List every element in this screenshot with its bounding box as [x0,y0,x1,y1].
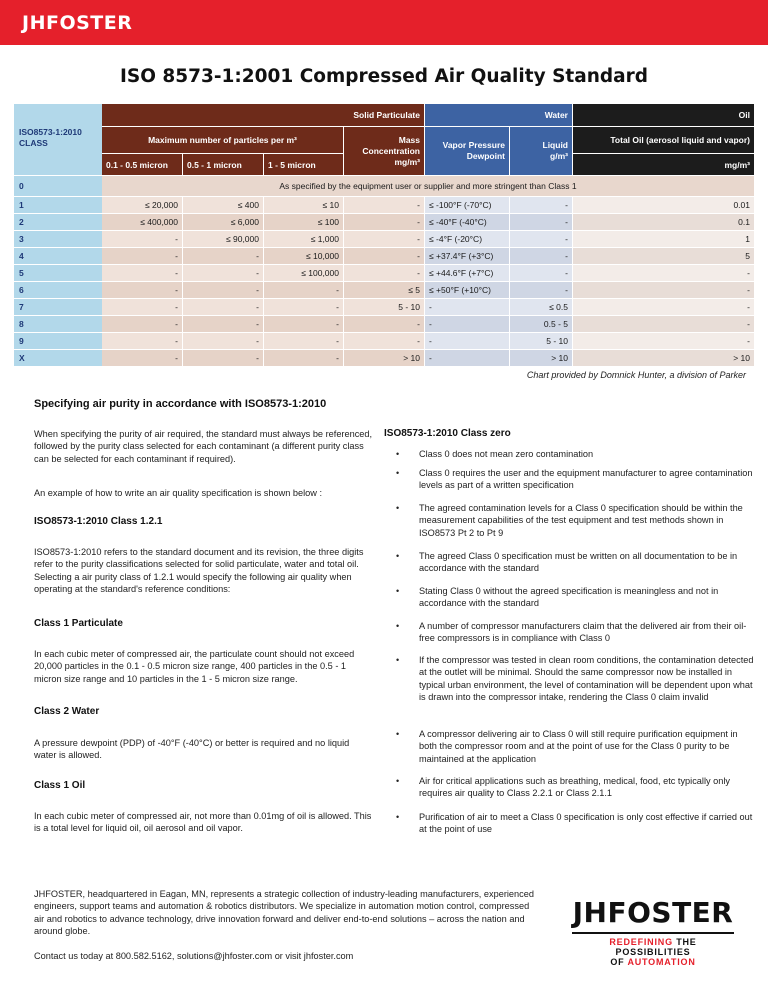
table-cell-p2: - [183,282,263,298]
class-cell: X [14,350,102,366]
bullet-icon: • [396,449,400,459]
size-header-2: 0.5 - 1 micron [183,154,263,175]
class-cell: 4 [14,248,102,264]
table-cell-p2: - [183,248,263,264]
table-cell-vapor: ≤ -40°F (-40°C) [425,214,509,230]
table-cell-liquid: 0.5 - 5 [510,316,572,332]
bullet-text: Air for critical applications such as breathing, medical, food, etc typically only requires air quality to Class 2.2.1 or Class 2.1.1 [419,776,730,799]
bullet-item [384,467,754,492]
table-cell-p1: - [102,265,182,281]
bullet-item [384,585,754,610]
page-title: ISO 8573-1:2001 Compressed Air Quality Standard [119,66,649,87]
table-cell-p3: - [264,316,343,332]
table-cell-oil: 0.01 [573,197,754,213]
bullet-text: Class 0 requires the user and the equipment manufacturer to agree contamination levels as part of a written specification [419,468,753,491]
bullet-item [384,448,754,460]
left-paragraph-6: In each cubic meter of compressed air, not more than 0.01mg of oil is allowed. This is a total level for liquid oil, oil aerosol and oil vapor. [34,811,372,834]
table-cell-liquid: - [510,214,572,230]
header-logo: JHFOSTER [22,12,133,34]
footer-about: JHFOSTER, headquartered in Eagan, MN, represents a strategic collection of industry-leading manufacturers, experienced engineers, support teams and automation & robotics distributors. We specialize in automation motion control, compressed air and robotics to advance technology, drive innovation forward and deliver end-to-end solutions – across the nation and around globe. [34,889,534,937]
table-cell-p3: ≤ 100,000 [264,265,343,281]
bullet-text: A compressor delivering air to Class 0 will still require purification equipment in both the compressor room and at the point of use for the Class 0 purity to be maintained at the application [419,729,738,764]
bullet-item [384,620,754,645]
particulate-heading: Class 1 Particulate [34,618,123,629]
class-121-heading: ISO8573-1:2010 Class 1.2.1 [34,516,163,527]
bullet-icon: • [396,812,400,822]
footer-logo: JHFOSTER [572,896,734,929]
table-cell-p1: - [102,231,182,247]
bullet-icon: • [396,503,400,513]
table-cell-oil: > 10 [573,350,754,366]
table-cell-mass: - [344,316,424,332]
oil-unit-header: mg/m³ [573,154,754,175]
table-cell-liquid: 5 - 10 [510,333,572,349]
class-cell: 6 [14,282,102,298]
left-paragraph-1: When specifying the purity of air required, the standard must always be referenced, followed by the purity class selected for each contaminant (a different purity class can be selected for each contaminant if required). [34,429,373,464]
class-cell: 0 [14,176,102,196]
table-cell-liquid: - [510,231,572,247]
right-heading: ISO8573-1:2010 Class zero [384,428,511,439]
table-cell-p1: ≤ 20,000 [102,197,182,213]
class-cell: 2 [14,214,102,230]
table-cell-p3: ≤ 10 [264,197,343,213]
bullet-text: Class 0 does not mean zero contamination [419,449,594,459]
table-cell-p1: - [102,282,182,298]
bullet-text: If the compressor was tested in clean room conditions, the contamination detected at the outlet will be minimal. Should the same compressor now be installed in typical urban environment, the level of contamination will be dependent upon what is drawn into the compressor intake, rendering the Class 0 claim invalid [419,655,754,703]
tagline-red-2: AUTOMATION [627,957,696,967]
table-cell-p1: - [102,248,182,264]
table-cell-mass: ≤ 5 [344,282,424,298]
brand-tagline-2 [572,957,734,967]
table-cell-p2: - [183,265,263,281]
table-cell-vapor: ≤ +44.6°F (+7°C) [425,265,509,281]
class-cell: 3 [14,231,102,247]
table-cell-p1: - [102,316,182,332]
top-banner [0,0,768,45]
table-cell-mass: - [344,231,424,247]
table-cell-liquid: - [510,197,572,213]
table-cell-vapor: ≤ +37.4°F (+3°C) [425,248,509,264]
bullet-icon: • [396,655,400,665]
table-cell-p2: - [183,333,263,349]
bullet-text: Purification of air to meet a Class 0 specification is only cost effective if carried out at the point of use [419,812,753,835]
table-cell-p1: ≤ 400,000 [102,214,182,230]
size-header-1: 0.1 - 0.5 micron [102,154,182,175]
table-cell-p3: - [264,350,343,366]
bullet-item [384,811,754,836]
table-cell-p2: ≤ 6,000 [183,214,263,230]
class-cell: 7 [14,299,102,315]
bullet-item [384,502,754,539]
table-cell-p3: - [264,333,343,349]
table-cell-p1: - [102,333,182,349]
table-cell-mass: 5 - 10 [344,299,424,315]
bullet-item [384,728,754,765]
bullet-item [384,654,754,704]
water-heading: Class 2 Water [34,706,100,717]
table-cell-oil: 5 [573,248,754,264]
table-cell-mass: - [344,248,424,264]
left-paragraph-5: A pressure dewpoint (PDP) of -40°F (-40°C) or better is required and no liquid water is allowed. [34,738,350,761]
bullet-text: The agreed contamination levels for a Class 0 specification should be within the measurement capabilities of the test equipment and test methods shown in ISO8573 Pt 2 to Pt 9 [419,503,743,538]
table-cell-p1: - [102,299,182,315]
table-cell-vapor: ≤ +50°F (+10°C) [425,282,509,298]
left-heading: Specifying air purity in accordance with ISO8573-1:2010 [34,398,327,410]
tagline-red-1: REDEFINING [609,937,673,947]
table-cell-p3: ≤ 100 [264,214,343,230]
left-paragraph-4: In each cubic meter of compressed air, the particulate count should not exceed 20,000 particles in the 0.1 - 0.5 micron size range, 400 particles in the 0.5 - 1 micron size range and 10 particles in the 1 - 5 micron size range. [34,649,355,684]
bullet-icon: • [396,586,400,596]
table-cell-liquid: ≤ 0.5 [510,299,572,315]
footer-contact: Contact us today at 800.582.5162, solutions@jhfoster.com or visit jhfoster.com [34,951,354,961]
bullet-item [384,775,754,800]
bullet-text: Stating Class 0 without the agreed specification is meaningless and not in accordance with the standard [419,586,719,609]
class-cell: 9 [14,333,102,349]
table-cell-liquid: - [510,248,572,264]
total-oil-header: Total Oil (aerosol liquid and vapor) [573,127,754,153]
oil-heading: Class 1 Oil [34,780,86,791]
bullet-text: The agreed Class 0 specification must be written on all documentation to be in accordance with the standard [419,551,738,574]
bullet-text: A number of compressor manufacturers claim that the delivered air from their oil-free compressors is in compliance with Class 0 [419,621,747,644]
table-cell-liquid: - [510,282,572,298]
table-cell-liquid: > 10 [510,350,572,366]
table-cell-p3: - [264,282,343,298]
table-cell-vapor: ≤ -4°F (-20°C) [425,231,509,247]
table-cell-mass: - [344,333,424,349]
chart-credit: Chart provided by Domnick Hunter, a division of Parker [526,370,746,380]
bullet-icon: • [396,729,400,739]
class-cell: 1 [14,197,102,213]
table-cell-mass: - [344,197,424,213]
table-cell-p2: ≤ 90,000 [183,231,263,247]
table-cell-p3: - [264,299,343,315]
bullet-icon: • [396,621,400,631]
tagline-black-2: OF [610,957,625,967]
table-cell-vapor: - [425,350,509,366]
bullet-icon: • [396,468,400,478]
table-cell-oil: - [573,299,754,315]
table-cell-oil: - [573,333,754,349]
class-header-filler [14,172,102,175]
mass-concentration-header: Mass Concentration mg/m³ [344,127,424,175]
table-cell-oil: 1 [573,231,754,247]
bullet-icon: • [396,551,400,561]
table-cell-p2: - [183,299,263,315]
bullet-item [384,550,754,575]
brand-tagline-1 [572,932,734,957]
table-cell-mass: - [344,265,424,281]
table-cell-vapor: - [425,299,509,315]
size-header-3: 1 - 5 micron [264,154,343,175]
table-cell-oil: - [573,265,754,281]
table-cell-p3: ≤ 10,000 [264,248,343,264]
table-cell-p2: ≤ 400 [183,197,263,213]
class-column-header: ISO8573-1:2010 CLASS [14,104,102,172]
table-cell-vapor: - [425,316,509,332]
table-cell-oil: - [573,282,754,298]
vapor-dewpoint-header: Vapor Pressure Dewpoint [425,127,509,175]
table-cell-oil: - [573,316,754,332]
bullet-icon: • [396,776,400,786]
table-cell-oil: 0.1 [573,214,754,230]
water-header: Water [425,104,572,126]
table-cell-p2: - [183,316,263,332]
air-quality-table [14,104,754,364]
liquid-header: Liquid g/m³ [510,127,572,175]
table-cell-mass: - [344,214,424,230]
footer-brand [572,896,734,967]
class-cell: 5 [14,265,102,281]
left-paragraph-3: ISO8573-1:2010 refers to the standard document and its revision, the three digits refer to the purity classifications selected for solid particulate, water and total oil. Selecting a air purity class of 1.2.1 would specify the following air quality when operating at the standard's reference conditions: [34,547,364,595]
solid-particulate-header: Solid Particulate [102,104,424,126]
table-cell-liquid: - [510,265,572,281]
table-cell-p3: ≤ 1,000 [264,231,343,247]
table-cell-vapor: - [425,333,509,349]
class0-description: As specified by the equipment user or supplier and more stringent than Class 1 [102,176,754,196]
oil-header: Oil [573,104,754,126]
table-cell-mass: > 10 [344,350,424,366]
left-paragraph-2: An example of how to write an air quality specification is shown below : [34,488,323,498]
tagline-black-1: THE POSSIBILITIES [615,937,697,957]
table-cell-vapor: ≤ -100°F (-70°C) [425,197,509,213]
max-particles-header: Maximum number of particles per m³ [102,127,343,153]
table-cell-p1: - [102,350,182,366]
class-cell: 8 [14,316,102,332]
table-cell-p2: - [183,350,263,366]
